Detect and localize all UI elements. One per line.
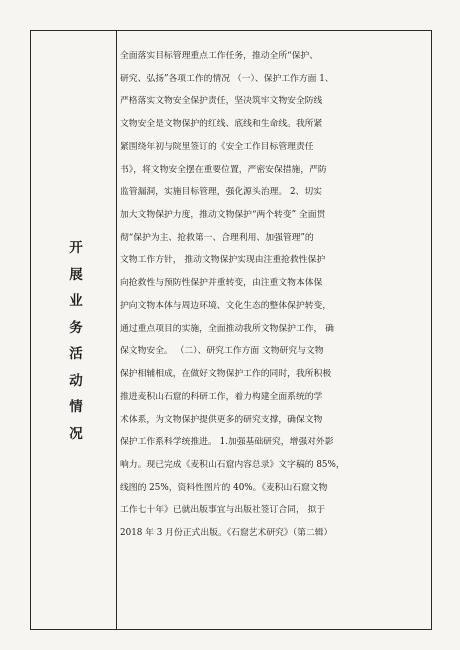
text-line: 2018 年 3 月份正式出版。《石窟艺术研究》（第二辑） xyxy=(120,528,333,539)
text-line: 彻“保护为主、抢救第一、合理利用、加强管理”的 xyxy=(120,232,314,243)
content-cell xyxy=(117,45,433,545)
row-label-cell xyxy=(31,31,116,629)
text-line: 护向文物本体与周边环境、文化生态的整体保护转变， xyxy=(120,300,332,311)
text-line: 书》，将文物安全摆在重要位置，严密安保措施，严防 xyxy=(120,164,327,175)
text-line: 术体系，为文物保护提供更多的研究支撑，确保文物 xyxy=(120,414,323,425)
text-line: 通过重点项目的实施，全面推动我所文物保护工作， 确 xyxy=(120,323,334,334)
form-table xyxy=(30,30,432,630)
text-line: 文物工作方针， 推动文物保护实现由注重抢救性保护 xyxy=(120,255,326,266)
text-line: 全面落实目标管理重点工作任务，推动全所“保护、 xyxy=(120,51,319,61)
text-line: 保护相辅相成，在做好文物保护工作的同时，我所积极 xyxy=(120,369,332,380)
text-line: 推进麦积山石窟的科研工作，着力构建全面系统的学 xyxy=(120,391,323,402)
text-line: 向抢救性与预防性保护并重转变，由注重文物本体保 xyxy=(120,278,323,289)
row-label: 开展业务活动情况 xyxy=(69,240,83,442)
text-line: 严格落实文物安全保护责任，坚决筑牢文物安全防线 xyxy=(120,96,323,107)
text-line: 工作七十年》已就出版事宜与出版社签订合同， 拟于 xyxy=(120,505,326,516)
text-line: 加大文物保护力度，推动文物保护“两个转变” 全面贯 xyxy=(120,210,326,221)
text-line: 响力。现已完成《麦积山石窟内容总录》文字稿的 85%， xyxy=(120,459,345,470)
text-line: 监管漏洞，实施目标管理，强化源头治理。 2、切实 xyxy=(120,187,322,198)
text-line: 文物安全是文物保护的红线、底线和生命线。我所紧 xyxy=(120,119,323,130)
text-line: 保护工作系科学统推进。 1.加强基础研究，增强对外影 xyxy=(120,437,334,448)
text-line: 线图的 25%，资料性图片的 40%。《麦积山石窟文物 xyxy=(120,482,328,493)
text-line: 研究、弘扬”各项工作的情况 （一）、保护工作方面 1、 xyxy=(120,73,334,84)
text-line: 保文物安全。 （二）、研究工作方面 文物研究与文物 xyxy=(120,346,324,357)
text-line: 紧围绕年初与院里签订的《安全工作目标管理责任 xyxy=(120,141,314,152)
